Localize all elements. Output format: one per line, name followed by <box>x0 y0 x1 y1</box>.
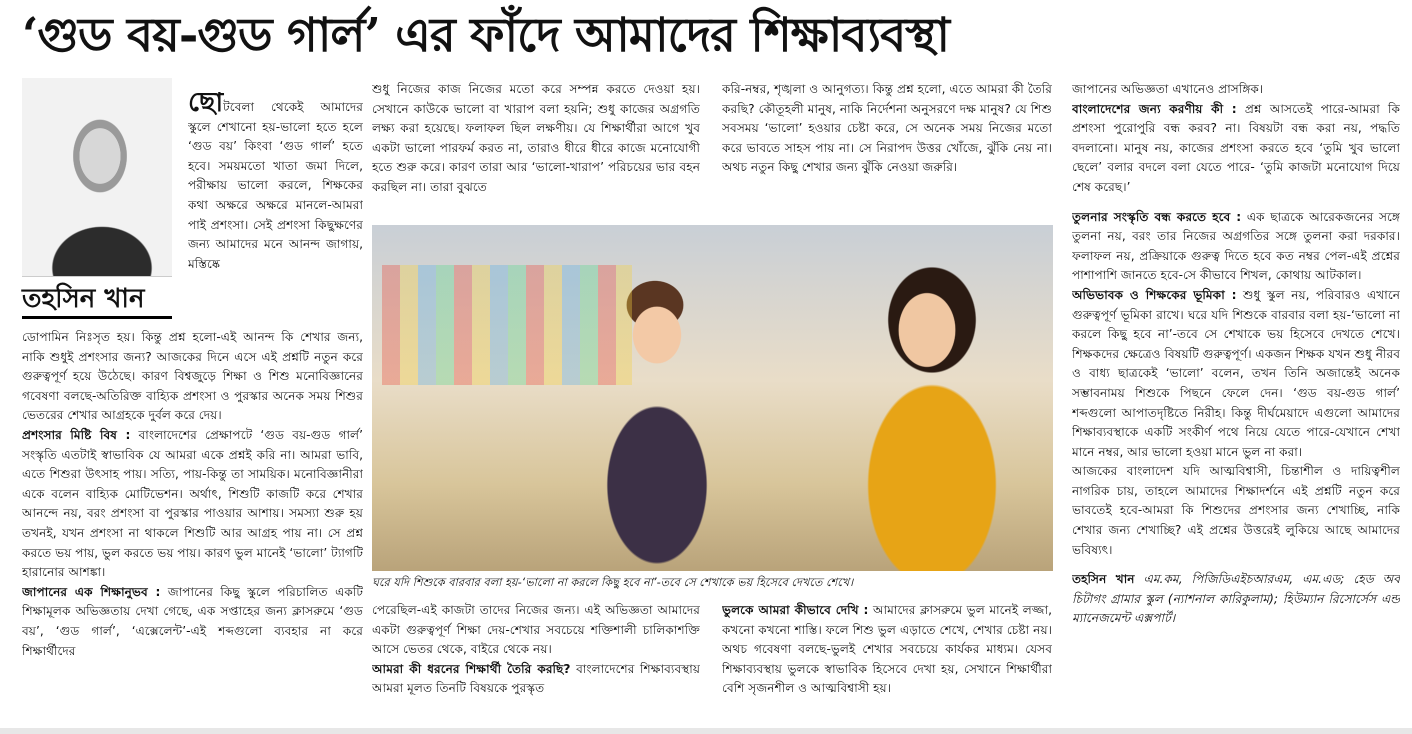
paragraph: জাপানের কিছু স্কুলে পরিচালিত একটি শিক্ষামূলক অভিজ্ঞতায় দেখা গেছে, এক সপ্তাহের জন্য ক্লাসরুমে ‘গুড বয়’, ‘গুড গার্ল’, ‘এক্সেলেন্ট’-এই শব্দগুলো ব্যবহার না করে শিক্ষার্থীদের <box>22 584 363 658</box>
paragraph: ডোপামিন নিঃসৃত হয়। কিন্তু প্রশ্ন হলো-এই আনন্দ কি শেখার জন্য, নাকি শুধুই প্রশংসার জন্য? আজকের দিনে এসে এই প্রশ্নটি নতুন করে গুরুত্বপূর্ণ হয়ে উঠেছে। কারণ বিশ্বজুড়ে শিক্ষা ও শিশু মনোবিজ্ঞানের গবেষণা বলছে-অতিরিক্ত বাহ্যিক প্রশংসা ও পুরস্কার অনেক সময় শিশুর ভেতরের শেখার আগ্রহকে দুর্বল করে দেয়। <box>22 330 363 423</box>
paragraph: আমাদের ক্লাসরুমে ভুল মানেই লজ্জা, কখনো কখনো শাস্তি। ফলে শিশু ভুল এড়াতে শেখে, শেখার চেষ্টা নয়। অথচ গবেষণা বলছে-ভুলই শেখার সবচেয়ে কার্যকর মাধ্যম। যেসব শিক্ষাব্যবস্থায় ভুলকে স্বাভাবিক হিসেবে দেখা হয়, সেখানে শিক্ষার্থীরা বেশি সৃজনশীল ও আত্মবিশ্বাসী হয়। <box>722 603 1052 696</box>
paragraph: শুধু স্কুল নয়, পরিবারও এখানে গুরুত্বপূর্ণ ভূমিকা রাখে। ঘরে যদি শিশুকে বারবার বলা হয়-‘ভালো না করলে কিছু হবে না’-তবে সে শেখাকে ভয় হিসেবে দেখতে শেখে। শিক্ষকদের ক্ষেত্রেও বিষয়টি গুরুত্বপূর্ণ। একজন শিক্ষক যখন শুধু নীরব ও বাধ্য ছাত্রকেই ‘ভালো’ বলেন, তখন তিনি অজান্তেই অনেক সম্ভাবনাময় শিশুকে পিছনে ফেলে দেন। ‘গুড বয়-গুড গার্ল’ শব্দগুলো আপাতদৃষ্টিতে নিরীহ। কিন্তু দীর্ঘমেয়াদে এগুলো আমাদের শিক্ষাব্যবস্থাকে একটি সংকীর্ণ পথে নিয়ে যেতে পারে-যেখানে শেখা মানে নম্বর, আর ভালো হওয়া মানে ভুল না করা। <box>1072 287 1400 459</box>
bio-text: এম.কম, পিজিডিএইচআরএম, এম.এড; হেড অব চিটাগং গ্রামার স্কুল (ন্যাশনাল কারিকুলাম); হিউম্যান রিসোর্সেস এন্ড ম্যানেজমেন্ট এক্সপার্ট। <box>1072 572 1400 626</box>
column-1-bottom <box>22 328 363 724</box>
paragraph: শুধু নিজের কাজ নিজের মতো করে সম্পন্ন করতে দেওয়া হয়। সেখানে কাউকে ভালো বা খারাপ বলা হয়নি; শুধু কাজের অগ্রগতি লক্ষ্য করা হয়েছে। ফলাফল ছিল লক্ষণীয়। যে শিক্ষার্থীরা আগে খুব একটা ভালো পারফর্ম করত না, তারাও ধীরে ধীরে কাজে মনোযোগী হতে শুরু করে। কারণ তারা আর ‘ভালো-খারাপ’ পরিচয়ের ভার বহন করছিল না। তারা বুঝতে <box>372 82 700 194</box>
author-portrait <box>22 78 172 277</box>
paragraph: বাংলাদেশের প্রেক্ষাপটে ‘গুড বয়-গুড গার্ল’ সংস্কৃতি এতটাই স্বাভাবিক যে আমরা একে প্রশ্নই করি না। আমরা ভাবি, এতে শিশুরা উৎসাহ পায়। সত্যি, পায়-কিন্তু তা সাময়িক। মনোবিজ্ঞানীরা একে বলেন বাহ্যিক মোটিভেশন। অর্থাৎ, শিশুটি কাজটি করে শেখার আনন্দে নয়, বরং প্রশংসা বা পুরস্কার পাওয়ার আশায়। সমস্যা শুরু হয় তখনই, যখন প্রশংসা না থাকলে শিশুটি আর আগ্রহ পায় না। সে প্রশ্ন করতে ভয় পায়, ভুল করতে ভয় পায়। কারণ ভুল মানেই ‘ভালো’ ট্যাগটি হারানোর আশঙ্কা। <box>22 427 363 580</box>
column-1-top <box>188 92 363 322</box>
column-3-top <box>722 80 1052 220</box>
headline: ‘গুড বয়-গুড গার্ল’ এর ফাঁদে আমাদের শিক্ষাব্যবস্থা <box>22 8 950 63</box>
paragraph: পেরেছিল-এই কাজটা তাদের নিজের জন্য। এই অভিজ্ঞতা আমাদের একটা গুরুত্বপূর্ণ শিক্ষা দেয়-শেখার সবচেয়ে শক্তিশালী চালিকাশক্তি আসে ভেতর থেকে, বাইরে থেকে নয়। <box>372 603 700 657</box>
toy-shelf <box>382 265 632 385</box>
column-2-bottom <box>372 601 700 725</box>
paragraph: প্রশ্ন আসতেই পারে-আমরা কি প্রশংসা পুরোপুরি বন্ধ করব? না। বিষয়টা বন্ধ করা নয়, পদ্ধতি বদলানো। মানুষ নয়, কাজের প্রশংসা করতে হবে ‘তুমি খুব ভালো ছেলে’ বলার বদলে বলা যেতে পারে- ‘তুমি কাজটা মনোযোগ দিয়ে শেষ করেছ।’ <box>1072 101 1400 194</box>
subheading: প্রশংসার মিষ্টি বিষ : <box>22 427 131 442</box>
subheading: আমরা কী ধরনের শিক্ষার্থী তৈরি করছি? <box>372 661 571 676</box>
subheading: ভুলকে আমরা কীভাবে দেখি : <box>722 603 869 617</box>
subheading: অভিভাবক ও শিক্ষকের ভূমিকা : <box>1072 287 1237 302</box>
paragraph: বাংলাদেশের শিক্ষাব্যবস্থায় আমরা মূলত তিনটি বিষয়কে পুরস্কৃত <box>372 661 700 696</box>
subheading: তুলনার সংস্কৃতি বন্ধ করতে হবে : <box>1072 209 1242 224</box>
bio-name: তহসিন খান <box>1072 572 1135 587</box>
column-3-bottom <box>722 601 1052 725</box>
paragraph: আজকের বাংলাদেশ যদি আত্মবিশ্বাসী, চিন্তাশীল ও দায়িত্বশীল নাগরিক চায়, তাহলে আমাদের শিক্ষাদর্শনে এই প্রশ্নটি নতুন করে ভাবতেই হবে-আমরা কি শিশুদের প্রশংসার জন্য শেখাচ্ছি, নাকি শেখার জন্য শেখাচ্ছি? এই প্রশ্নের উত্তরেই লুকিয়ে আছে আমাদের ভবিষ্যৎ। <box>1072 464 1400 557</box>
author-byline: তহসিন খান <box>22 284 172 319</box>
photo-caption: ঘরে যদি শিশুকে বারবার বলা হয়-‘ভালো না করলে কিছু হবে না’-তবে সে শেখাকে ভয় হিসেবে দেখতে শেখে। <box>372 576 854 589</box>
drop-cap: ছো <box>188 92 224 118</box>
classroom-photo <box>372 225 1053 571</box>
subheading: বাংলাদেশের জন্য করণীয় কী : <box>1072 101 1237 116</box>
paragraph: জাপানের অভিজ্ঞতা এখানেও প্রাসঙ্গিক। <box>1072 82 1264 96</box>
subheading: জাপানের এক শিক্ষানুভব : <box>22 584 161 599</box>
intro-text: টবেলা থেকেই আমাদের স্কুলে শেখানো হয়-ভালো হতে হলে ‘গুড বয়’ কিংবা ‘গুড গার্ল’ হতে হবে। সময়মতো খাতা জমা দিলে, পরীক্ষায় ভালো করলে, শিক্ষকের কথা অক্ষরে অক্ষরে মানলে-আমরা পাই প্রশংসা। সেই প্রশংসা কিছুক্ষণের জন্য আমাদের মনে আনন্দ জাগায়, মস্তিষ্কে <box>188 100 363 271</box>
paragraph: করি-নম্বর, শৃঙ্খলা ও আনুগত্য। কিন্তু প্রশ্ন হলো, এতে আমরা কী তৈরি করছি? কৌতূহলী মানুষ, নাকি নির্দেশনা অনুসরণে দক্ষ মানুষ? যে শিশু সবসময় ‘ভালো’ হওয়ার চেষ্টা করে, সে অনেক সময় নিজের মতো করে ভাবতে সাহস পায় না। সে নিরাপদ উত্তর খোঁজে, ঝুঁকি নেয় না। অথচ নতুন কিছু শেখার জন্য ঝুঁকি নেওয়া জরুরি। <box>722 82 1052 175</box>
paragraph: এক ছাত্রকে আরেকজনের সঙ্গে তুলনা নয়, বরং তার নিজের অগ্রগতির সঙ্গে তুলনা করা দরকার। ফলাফল নয়, প্রক্রিয়াকে গুরুত্ব দিতে হবে কত নম্বর পেল-এই প্রশ্নের পাশাপাশি জানতে হবে-সে কীভাবে শিখল, কোথায় আটকাল। <box>1072 209 1400 283</box>
column-2-top <box>372 80 700 220</box>
bottom-bar <box>0 728 1412 734</box>
column-4 <box>1072 80 1400 725</box>
